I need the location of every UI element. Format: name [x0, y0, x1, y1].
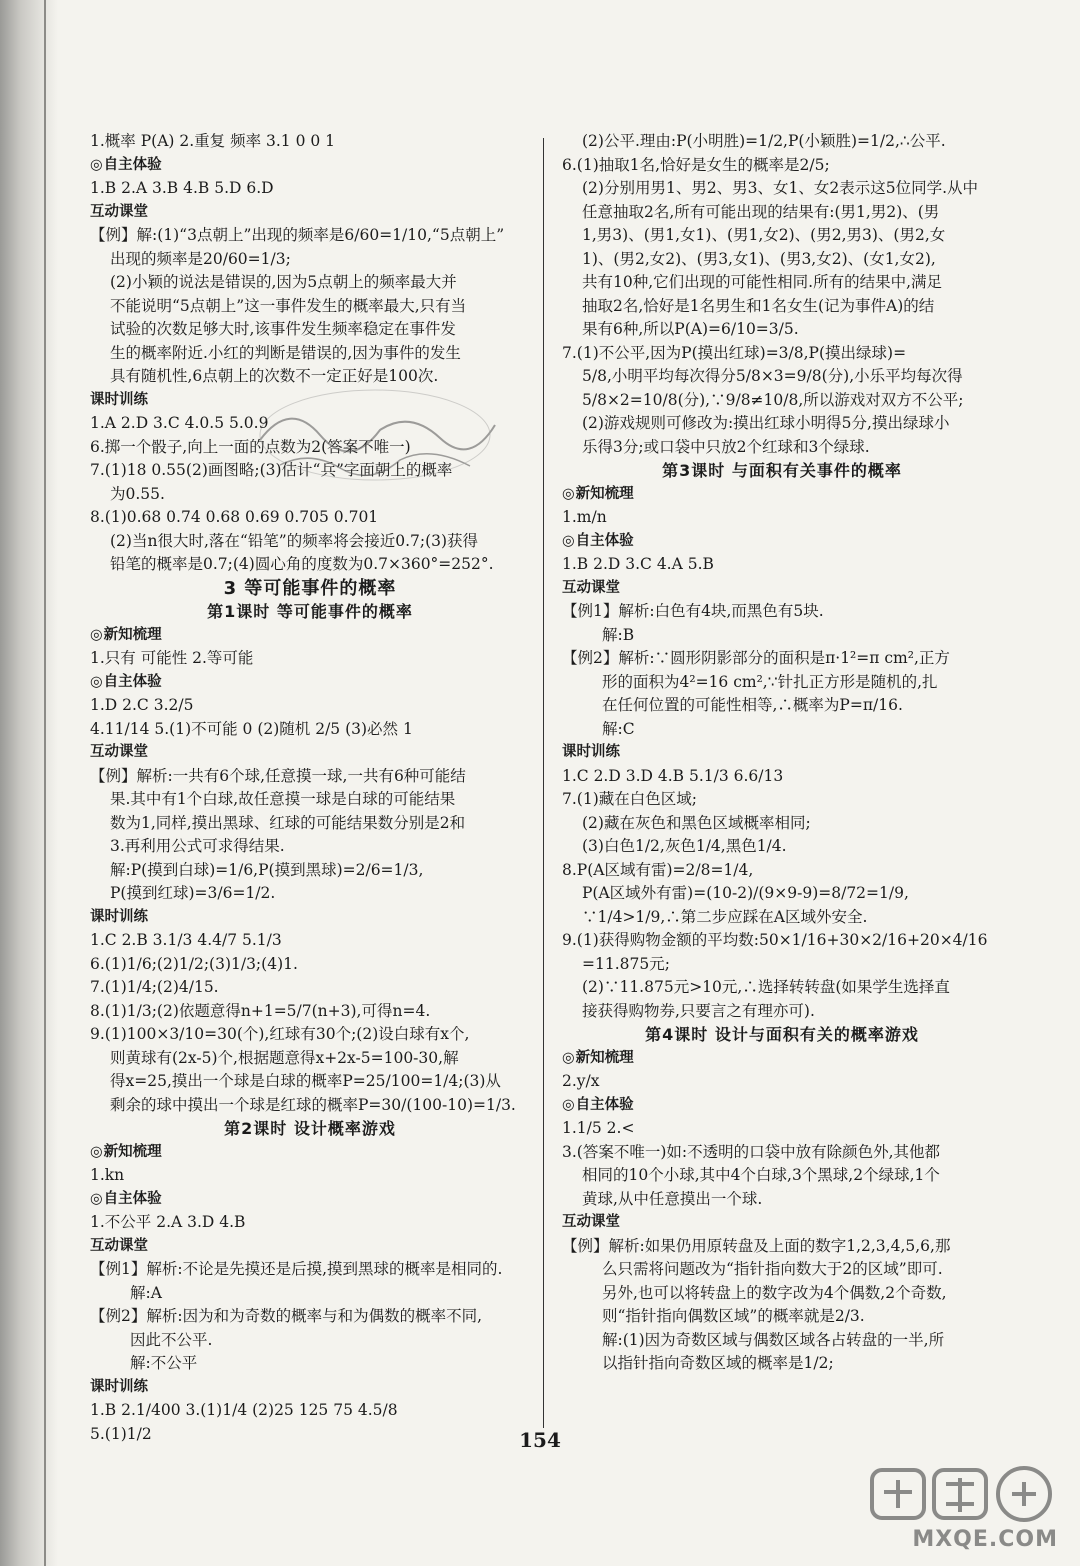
page-number: 154	[519, 1428, 561, 1452]
text-line: 第2课时 设计概率游戏	[224, 1119, 396, 1138]
text-line: 6.掷一个骰子,向上一面的点数为2(答案不唯一)	[90, 437, 411, 456]
spine-edge-line	[44, 0, 46, 1566]
text-line: 形的面积为4²=16 cm²,∵针扎正方形是随机的,扎	[602, 672, 938, 691]
text-line: 8.(1)0.68 0.74 0.68 0.69 0.705 0.701	[90, 508, 379, 526]
text-line: 3.再利用公式可求得结果.	[110, 837, 285, 855]
text-line: 6.(1)1/6;(2)1/2;(3)1/3;(4)1.	[90, 954, 298, 973]
text-line: 1.C 2.B 3.1/3 4.4/7 5.1/3	[90, 931, 282, 949]
text-line: 生的概率附近.小红的判断是错误的,因为事件的发生	[110, 343, 461, 362]
column-divider	[543, 138, 544, 1428]
text-line: (2)公平.理由:P(小明胜)=1/2,P(小颖胜)=1/2,∴公平.	[582, 132, 946, 150]
text-line: 2.y/x	[562, 1072, 600, 1090]
text-line: 1.只有 可能性 2.等可能	[90, 649, 254, 667]
text-line: 乐得3分;或口袋中只放2个红球和3个绿球.	[582, 437, 870, 456]
text-line: 1.1/5 2.<	[562, 1119, 635, 1137]
text-line: 8.P(A区域有雷)=2/8=1/4,	[562, 860, 754, 879]
text-line: ◎ 自主体验	[562, 1094, 1002, 1118]
text-line: 1.B 2.A 3.B 4.B 5.D 6.D	[90, 179, 274, 197]
text-line: 【例】解析:一共有6个球,任意摸一球,一共有6种可能结	[90, 766, 466, 785]
text-line: ◎ 新知梳理	[90, 624, 530, 648]
text-line: 互动课堂	[562, 579, 620, 596]
text-line: 7.(1)1/4;(2)4/15.	[90, 978, 219, 996]
text-line: 以指针指向奇数区域的概率是1/2;	[602, 1354, 834, 1372]
text-line: 【例2】解析:因为和为奇数的概率与和为偶数的概率不同,	[90, 1307, 483, 1325]
text-line: 互动课堂	[90, 203, 148, 220]
text-line: 么只需将问题改为“指针指向数大于2的区域”即可.	[602, 1260, 943, 1278]
text-line: =11.875元;	[582, 954, 670, 973]
text-line: 7.(1)藏在白色区域;	[562, 790, 697, 808]
text-line: 不能说明“5点朝上”这一事件发生的概率最大,只有当	[110, 296, 467, 315]
text-line: 4.11/14 5.(1)不可能 0 (2)随机 2/5 (3)必然 1	[90, 719, 413, 738]
text-line: 在任何位置的可能性相等,∴概率为P=π/16.	[602, 696, 903, 714]
text-line: 1,男3)、(男1,女1)、(男1,女2)、(男2,男3)、(男2,女	[582, 226, 946, 244]
text-line: 7.(1)18 0.55(2)画图略;(3)估计“兵”字面朝上的概率	[90, 461, 453, 479]
text-line: 【例2】解析:∵圆形阴影部分的面积是π·1²=π cm²,正方	[562, 649, 950, 667]
text-line: 1)、(男2,女2)、(男3,女1)、(男3,女2)、(女1,女2),	[582, 249, 936, 268]
text-line: ◎ 自主体验	[90, 1188, 530, 1212]
text-line: 黄球,从中任意摸出一个球.	[582, 1189, 763, 1208]
text-line: ◎ 新知梳理	[90, 1141, 530, 1165]
text-line: ◎ 自主体验	[90, 671, 530, 695]
text-line: 1.D 2.C 3.2/5	[90, 696, 194, 714]
watermark-site-text: MXQE.COM	[912, 1527, 1058, 1552]
text-line: ◎ 自主体验	[562, 530, 1002, 554]
text-line: ◎ 自主体验	[90, 154, 530, 178]
text-line: 1.不公平 2.A 3.D 4.B	[90, 1213, 246, 1231]
text-line: 3.(答案不唯一)如:不透明的口袋中放有除颜色外,其他都	[562, 1142, 941, 1161]
text-line: 【例】解析:如果仍用原转盘及上面的数字1,2,3,4,5,6,那	[562, 1236, 951, 1255]
text-line: (2)分别用男1、男2、男3、女1、女2表示这5位同学.从中	[582, 179, 979, 197]
text-line: 课时训练	[90, 1378, 148, 1395]
text-line: 为0.55.	[110, 484, 165, 503]
text-line: ∵1/4>1/9,∴第二步应踩在A区域外安全.	[582, 907, 868, 926]
text-line: 另外,也可以将转盘上的数字改为4个偶数,2个奇数,	[602, 1283, 947, 1302]
text-line: 解:不公平	[130, 1354, 198, 1372]
text-line: 1.C 2.D 3.D 4.B 5.1/3 6.6/13	[562, 766, 784, 785]
text-line: 解:C	[602, 719, 635, 738]
text-line: 9.(1)获得购物金额的平均数:50×1/16+30×2/16+20×4/16	[562, 931, 988, 949]
text-line: 互动课堂	[562, 1214, 620, 1230]
text-line: P(A区域外有雷)=(10-2)/(9×9-9)=8/72=1/9,	[582, 884, 909, 902]
text-line: 出现的频率是20/60=1/3;	[110, 249, 291, 268]
text-line: 因此不公平.	[130, 1330, 213, 1349]
text-line: 试验的次数足够大时,该事件发生频率稳定在事件发	[110, 320, 456, 338]
text-line: 解:A	[130, 1283, 162, 1302]
text-line: 【例】解:(1)“3点朝上”出现的频率是6/60=1/10,“5点朝上”	[90, 226, 505, 244]
text-line: 8.(1)1/3;(2)依题意得n+1=5/7(n+3),可得n=4.	[90, 1001, 431, 1020]
book-spine-shadow	[0, 0, 58, 1566]
text-line: ◎ 新知梳理	[562, 483, 1002, 507]
text-line: 果有6种,所以P(A)=6/10=3/5.	[582, 320, 799, 338]
text-line: 课时训练	[90, 908, 148, 925]
text-line: 1.概率 P(A) 2.重复 频率 3.1 0 0 1	[90, 132, 336, 150]
text-line: 【例1】解析:不论是先摸还是后摸,摸到黑球的概率是相同的.	[90, 1260, 503, 1278]
text-line: 共有10种,它们出现的可能性相同.所有的结果中,满足	[582, 273, 943, 291]
text-line: 9.(1)100×3/10=30(个),红球有30个;(2)设白球有x个,	[90, 1025, 470, 1043]
text-line: 1.B 2.D 3.C 4.A 5.B	[562, 555, 714, 573]
text-line: 数为1,同样,摸出黑球、红球的可能结果数分别是2和	[110, 813, 466, 832]
text-line: (2)小颖的说法是错误的,因为5点朝上的频率最大并	[110, 273, 457, 291]
text-line: 接获得购物券,只要言之有理亦可).	[582, 1001, 815, 1020]
text-line: 第4课时 设计与面积有关的概率游戏	[645, 1025, 919, 1044]
text-line: 解:B	[602, 625, 635, 644]
text-line: 互动课堂	[90, 744, 148, 760]
text-line: 相同的10个小球,其中4个白球,3个黑球,2个绿球,1个	[582, 1166, 940, 1184]
handwritten-stamp	[250, 380, 500, 490]
text-line: 任意抽取2名,所有可能出现的结果有:(男1,男2)、(男	[582, 202, 940, 221]
text-line: 1.B 2.1/400 3.(1)1/4 (2)25 125 75 4.5/8	[90, 1401, 398, 1419]
text-line: 5.(1)1/2	[90, 1424, 152, 1443]
text-line: 6.(1)抽取1名,恰好是女生的概率是2/5;	[562, 155, 830, 174]
text-line: 5/8,小明平均每次得分5/8×3=9/8(分),小乐平均每次得	[582, 367, 963, 385]
text-line: (2)当n很大时,落在“铅笔”的频率将会接近0.7;(3)获得	[110, 531, 479, 550]
text-line: 抽取2名,恰好是1名男生和1名女生(记为事件A)的结	[582, 296, 935, 315]
watermark-logo	[862, 1462, 1062, 1524]
text-line: (3)白色1/2,灰色1/4,黑色1/4.	[582, 837, 787, 855]
text-line: 1.A 2.D 3.C 4.0.5 5.0.9	[90, 414, 269, 432]
text-line: 课时训练	[90, 391, 148, 408]
text-line: 则“指针指向偶数区域”的概率就是2/3.	[602, 1307, 865, 1325]
text-line: 果.其中有1个白球,故任意摸一球是白球的可能结果	[110, 790, 456, 808]
text-line: 则黄球有(2x-5)个,根据题意得x+2x-5=100-30,解	[110, 1048, 459, 1067]
text-line: 互动课堂	[90, 1237, 148, 1254]
text-line: (2)藏在灰色和黑色区域概率相同;	[582, 813, 811, 832]
text-line: 3 等可能事件的概率	[223, 577, 397, 599]
text-line: ◎ 新知梳理	[562, 1047, 1002, 1071]
text-line: 剩余的球中摸出一个球是红球的概率P=30/(100-10)=1/3.	[110, 1095, 516, 1114]
text-line: (2)游戏规则可修改为:摸出红球小明得5分,摸出绿球小	[582, 414, 950, 432]
site-watermark	[862, 1462, 1062, 1552]
text-line: 7.(1)不公平,因为P(摸出红球)=3/8,P(摸出绿球)=	[562, 343, 907, 362]
text-line: 铅笔的概率是0.7;(4)圆心角的度数为0.7×360°=252°.	[110, 555, 494, 573]
text-line: 具有随机性,6点朝上的次数不一定正好是100次.	[110, 367, 439, 385]
text-line: 第1课时 等可能事件的概率	[207, 602, 413, 621]
text-line: 解:P(摸到白球)=1/6,P(摸到黑球)=2/6=1/3,	[110, 860, 424, 879]
left-column	[90, 130, 530, 1446]
text-line: 1.kn	[90, 1166, 125, 1184]
text-line: 1.m/n	[562, 508, 607, 526]
text-line: 第3课时 与面积有关事件的概率	[662, 461, 902, 480]
right-column	[562, 130, 1002, 1376]
text-line: 解:(1)因为奇数区域与偶数区域各占转盘的一半,所	[602, 1330, 945, 1349]
text-line: P(摸到红球)=3/6=1/2.	[110, 884, 276, 902]
text-line: 得x=25,摸出一个球是白球的概率P=25/100=1/4;(3)从	[110, 1072, 501, 1090]
text-line: 课时训练	[562, 744, 620, 760]
text-line: (2)∵11.875元>10元,∴选择转转盘(如果学生选择直	[582, 978, 950, 996]
text-line: 【例1】解析:白色有4块,而黑色有5块.	[562, 602, 824, 620]
text-line: 5/8×2=10/8(分),∵9/8≠10/8,所以游戏对双方不公平;	[582, 390, 964, 409]
